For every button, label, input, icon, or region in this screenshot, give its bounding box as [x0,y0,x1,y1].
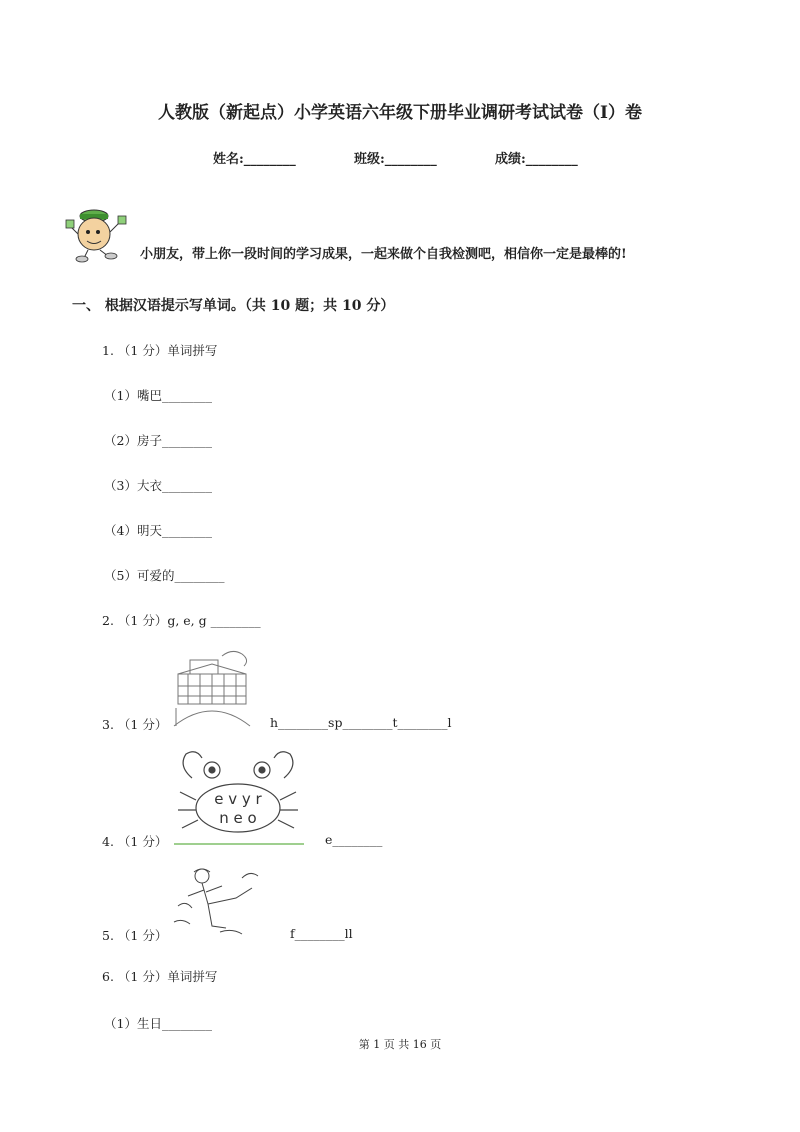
question-3-answer: h________sp________t________l [270,715,452,730]
question-1-item: （4）明天________ [104,523,212,538]
question-1-item: （3）大衣________ [104,478,212,493]
page-footer: 第 1 页 共 16 页 [358,1038,442,1051]
page-title: 人教版（新起点）小学英语六年级下册毕业调研考试试卷（I）卷 [158,103,642,123]
crab-letters-top: e v y r [214,790,262,808]
question-1-item: （2）房子________ [104,433,212,448]
question-3-heading: 3. （1 分） [102,717,168,732]
question-6-item: （1）生日________ [104,1016,212,1031]
section-heading: 一、 根据汉语提示写单词。（共 10 题；共 10 分） [72,298,395,314]
football-kick-illustration [172,866,268,938]
class-field: 班级:________ [354,152,437,167]
question-1-item: （1）嘴巴________ [104,388,212,403]
question-5-answer: f________ll [290,926,353,941]
question-2-heading: 2. （1 分）g, e, g ________ [102,613,261,628]
question-4-heading: 4. （1 分） [102,834,168,849]
question-1-item: （5）可爱的________ [104,568,225,583]
mascot-illustration [64,204,134,264]
question-6-heading: 6. （1 分）单词拼写 [102,969,218,984]
question-1-heading: 1. （1 分）单词拼写 [102,343,218,358]
crab-letters-bottom: n e o [219,809,257,827]
question-4-answer: e________ [325,832,383,847]
encouragement-text: 小朋友，带上你一段时间的学习成果，一起来做个自我检测吧，相信你一定是最棒的! [140,247,627,262]
hospital-illustration [172,646,252,728]
question-5-heading: 5. （1 分） [102,928,168,943]
crab-illustration [172,748,307,846]
name-field: 姓名:________ [213,152,296,167]
score-field: 成绩:________ [495,152,578,167]
